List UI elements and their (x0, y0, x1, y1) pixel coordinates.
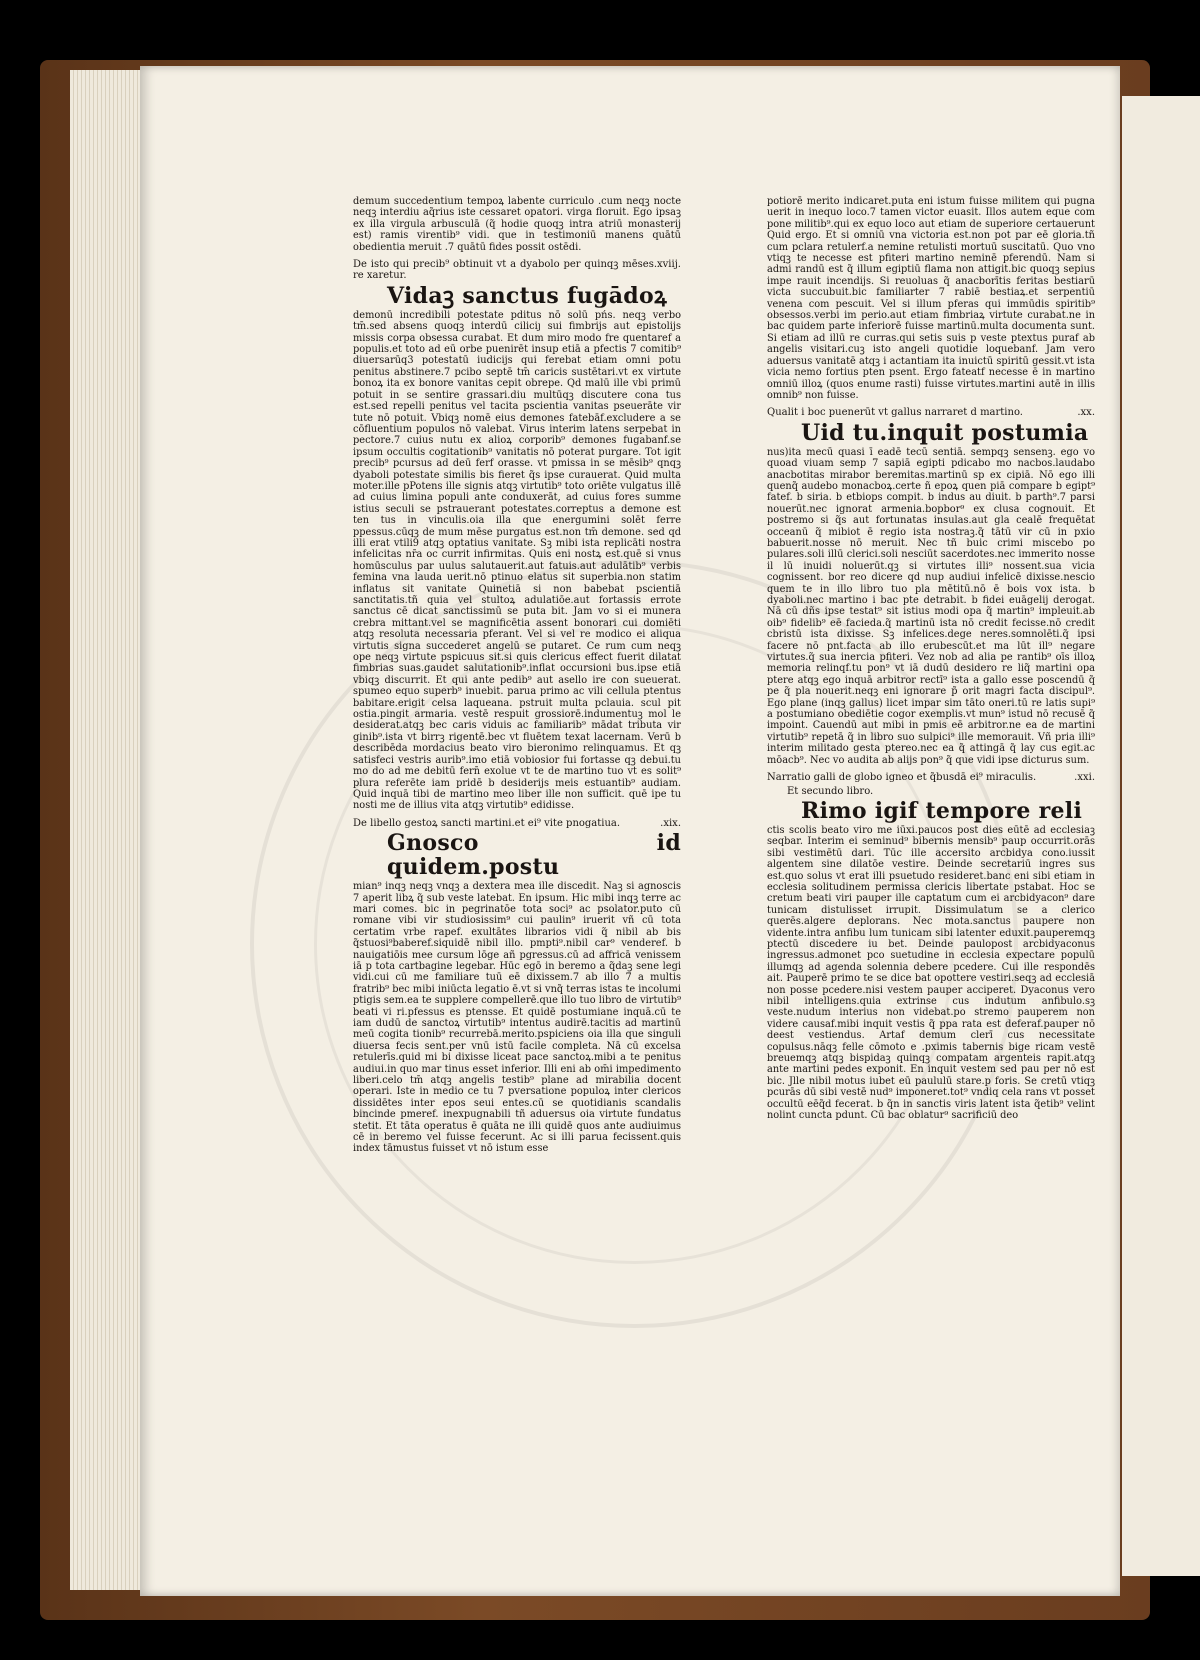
right-paragraph-3: ctis scolis beato viro me iūxi.paucos post dies eūtē ad ecclesiaꝫ seqbar. Interim ei seminud⁹ bibernis mensib⁹ paup occurrit.orās sibi vestimētū dari. Tūc ille accersito arcbidya cono.iussit algentem sine dilatōe vestire. Deinde secretariū ingres sus est.quo solus vt erat illi psuetudo resideret.banc eni sibi etiam in ecclesia solitudinem permissa clericis libertate pstabat. Hoc se cretum beati viri pauper ille captatum cum ei arcbidyacon⁹ dare tunicam distulisset irrupit. Dissimulatum se a clerico querēs.algere deplorans. Nec mota.sanctus paupere non vidente.intra anfibu lum tunicam sibi latenter eduxit.pauperemqꝫ ptectū discedere iu bet. Deinde paulopost arcbidyaconus ingressus.admonet pco suetudine in ecclesia expectare populū illumqꝫ ad agenda solennia debere pcedere. Cui ille respondēs ait. Pauperē primo te se dice bat opottere vestiri.seqꝫ ad ecclesiā non posse pcedere.nisi vestem pauper acciperet. Dyaconus vero nibil intelligens.quia extrinse cus indutum anfibulo.sꝫ veste.nudum interius non videbat.po stremo pauperem non videre causaf.mibi inquit vestis q̃ ppa rata est deferaf.pauper nō deest vestiendus. Artaf demum clerī cus necessitate copulsus.nāqꝫ felle cōmoto e .pximis tabernis bige ricam vestē breuemqꝫ atqꝫ bispidaꝫ quinqꝫ compatam argenteis rapit.atqꝫ ante martini pedes exponit. En inquit vestem sed pau per nō est bic. Jlle nibil motus iubet eū paululū stare.p foris. Se cretū vtiqꝫ pcurās dū sibi vestē nud⁹ imponeret.tot⁹ vndiq cela rans vt posset occultū eēq̃d fecerat. b q̃n in sanctis viris latent ista q̃etib⁹ velint nolint cuncta pdunt. Cū bac oblatur⁹ sacrificiū deo (767, 824, 1095, 1122)
right-rubric-2-number: .xxi. (1074, 772, 1095, 784)
right-headline-2: Rimo igif tempore reli (801, 797, 1083, 824)
facing-page-edge (1122, 96, 1200, 1576)
right-rubric-1-number: .xx. (1077, 407, 1095, 419)
left-rubric-1 (353, 259, 681, 282)
left-text-column (353, 196, 681, 1316)
left-rubric-2-number: .xix. (660, 817, 681, 829)
right-subrubric-2: Et secundo libro. (787, 785, 874, 797)
right-rubric-2-text: Narratio galli de globo igneo et q̃busdā ei⁹ miraculis. (767, 772, 1037, 784)
left-paragraph-2: demonū incredibili potestate pditus nō solū pńs. neqꝫ verbo tm̄.sed absens quoqꝫ interdū ciliciȷ sui fimbrijs aut epistolijs missis corpa obsessa curabat. Et dum miro modo fre quentaref a populis.et toto ad eū orbe puenirēt insup etiā a pfectis 7 comitib⁹ diuersarūq3 potestatū iudicijs qui ferebat etiam omni potu penitus abstinere.7 pcibo septē tm̄ caricis sustētari.vt ex virtute bonoꝝ ita ex bonore vanitas cepit obrepe. Qd malū ille vbi primū potuit in se sentire grassari.diu multūqꝫ discutere cona tus est.sed repelli penitus vel tacita pscientia vanitas pseuerāte vir tute nō potuit. Vbiqꝫ nomē eius demones fatebāf.excludere a se cōfluentium populos nō valebat. Virus interim latens serpebat in pectore.7 cuius nutu ex alioꝝ corporib⁹ demones fugabanf.se ipsum occultis cogitationib⁹ vanitatis nō poterat purgare. Tot igit precib⁹ pcursus ad deū ferf orasse. vt pmissa in se mēsib⁹ qnqꝫ dyaboli potestate similis bis fieret q̃s ipse curauerat. Quid multa moter.ille pPotens ille signis atqꝫ virtutib⁹ toto oriēte vulgatus illē ad cuius limina populi ante conduxerāt, ad cuius fores summe istius seculi se pstrauerant potestates.correptus a demone est ten tus in vinculis.oia illa que energumini solēt ferre ppessus.cūqꝫ de mum mēse purgatus est.non tm̄ demone. sed qd illi erat vtili9 atqꝫ optatius vanitate. Sꝫ mibi ista replicāti nostra infelicitas nr̄a oc currit infirmitas. Quis eni nostꝝ est.quē si vnus homūsculus par uulus salutauerit.aut fatuis.aut adulātib⁹ verbis femina vna lauda uerit.nō ptinuo elatus sit superbia.non statim inflatus sit vanitate Quinetiā si non babebat pscientiā sanctitatis.tñ quia vel stultoꝝ adulatiōe.aut fortassis errote sanctus cē dicat sanctissimū se puta bit. Jam vo si ei munera crebra mittant.vel se magnificētia assent bonorari cui domiēti atqꝫ resoluta necessaria pferant. Vel si vel re modico ei aliqua virtutis signa succederet angelū se putaret. Ce rum cum neqꝫ ope neqꝫ virtute pspicuus sit.si quis clericus effect fuerit dilatat fimbrias suas.gaudet salutationib⁹.inflat occursioni bus.ipse etiā vbiqꝫ discurrit. Et qui ante pedib⁹ aut asello ire con sueuerat. spumeo equo superb⁹ inuebit. parua primo ac vili cellula ptentus babitare.erigit celsa laqueana. pstruit multa pclauia. scul pit ostia.pingit armaria. vestē respuit grossiorē.indumentuꝫ mol le desiderat.atqꝫ bec caris viduis ac familiarib⁹ mādat tributa vir ginib⁹.ista vt birrꝫ rigentē.bec vt fluētem texat lacernam. Verū b describēda mordacius beato viro bieronimo relinquamus. Et qꝫ satisfeci vestris aurib⁹.imo etiā vobiosior fui fortasse qꝫ debui.tu mo do ad me debitū fern̄ exolue vt te de martino tuo vt es solit⁹ plura referēte iam pridē b desiderijs meis estuantib⁹ audiam. Quid inquā tibi de martino meo liber ille non sufficit. quē ipe tu nosti me de illius vita atqꝫ virtutib⁹ edidisse. (353, 309, 681, 812)
left-headline-2: Gnosco id quidem.postu (387, 830, 681, 881)
right-rubric-1 (767, 407, 1095, 418)
right-headline-1: Uid tu.inquit postumia (801, 419, 1089, 446)
left-rubric-1-text: De isto qui precib⁹ obtinuit vt a dyabolo per quinqꝫ mēses re xaretur. (353, 259, 654, 282)
right-paragraph-2: nus)ita mecū quasi ī eadē tecū sentiā. sempqꝫ sensenꝫ. ego vo quoad viuam semp 7 sapiā egipti pdicabo mo nacbos.laudabo anacbotitas mirabor beremitas.martinū sp ex cipiā. Nō ego illi quenq̃ audebo monacboꝝ.certe ñ epoꝝ quen piā compare b egipt⁹ fatef. b siria. b etbiops compit. b indus au diuit. b parth⁹.7 parsi nouerūt.nec ignorat armenia.bopbor⁹ ex clusa cognouit. Et postremo si q̃s aut fortunatas insulas.aut gla cealē frequētat occeanū q̃ mibiot ē regio ista nostraꝫ.q̃ tātū vir cū in pxio babuerit.nosse nō meruit. Nec tñ buic crimi miscebo po pulares.soli illū clerici.soli nesciūt sacerdotes.nec immerito nosse il lū inuidi noluerūt.qꝫ si virtutes illi⁹ nossent.sua vicia cognissent. bor reo dicere qd nup audiui infelicē dixisse.nescio quem te in illo libro tuo pla mētitū.nō ē bois vox ista. b dyaboli.nec martino i bac pte detrabit. b fidei euāgelij derogat. Nā cū dñs ipse testat⁹ sit istius modi opa q̃ martin⁹ impleuit.ab oib⁹ fidelib⁹ eē facieda.q̃ martinū ista nō credit fecisse.nō credit cbristū ista dixisse. Sꝫ infelices.dege neres.somnolēti.q̃ ipsi facere nō pnt.facta ab illo erubescūt.et ma lūt ill⁹ negare virtutes.q̃ sua inercia pfiteri. Vez nob ad alia pe rantib⁹ oīs illoꝝ memoria relinqf.tu pon⁹ vt iā dudū desidero re liq̃ martini opa ptere atqꝫ ego inquā arbitror rectī⁹ ista a gallo esse poscendū q̃ pe q̃ pla nouerit.neqꝫ eni ignorare p̃ orit magri facta discipul⁹. Ego plane (inqꝫ gallus) licet impar sim tāto oneri.tū re latis supi⁹ a postumiano obediētie cogor exemplis.vt mun⁹ istud nō recusē q̃ impoint. Cauendū aut mibi in pmis eē arbitror.ne ea de martini virtutib⁹ repetā q̃ in libro suo sulpici⁹ ille memorauit. Vñ pria illi⁹ interim militado gesta ptereo.nec ea q̃ attingā q̃ lay cus egit.ac mōacb⁹. Nec vo audita ab alijs pon⁹ q̃ que vidi ipse dicturus sum. (767, 446, 1095, 766)
right-text-column (767, 196, 1095, 1271)
right-rubric-1-text: Qualit i boc puenerūt vt gallus narraret d martino. (767, 407, 1023, 419)
right-paragraph-1: potiorē merito indicaret.puta eni istum fuisse militem qui pugna uerit in inequo loco.7 tamen victor euasit. Illos autem eque com pone militib⁹.qui ex equo loco aut etiam de superiore certauerunt Quid ergo. Et si omniū vna victoria est.non pot par eē gloria.tñ cum pclara retulerf.a nemine retulisti mortuū suscitatū. Quo vno vtiqꝫ te necesse est pfiteri martino neminē pferendū. Nam si admi randū est q̃ illum egiptiū flama non attigit.bic quoqꝫ sepius impe rauit incendijs. Si reuoluas q̃ anacborītis feritas bestiarū victa succubuit.bic familiarter 7 rabiē bestiaꝝ.et serpentiū venena com pescuit. Vel si illum pferas qui immūdis spiritib⁹ obsessos.verbi im perio.aut etiam fimbriaꝝ virtute curabat.ne in bac quidem parte inferiorē fuisse martinū.multa documenta sunt. Si etiam ad illū re curras.qui setis suis p veste ptextus puraf ab angelis visitari.cuꝫ isto angeli quotidie loquebanf. Jam vero aduersus vanitatē atqꝫ i actantiam ita inuictū spiritū gessit.vt ista vicia nemo fortius pten psent. Ergo fateatf necesse ē in martino omniū illoꝝ (quos enume rasti) fuisse virtutes.martini autē in illis omnib⁹ non fuisse. (767, 196, 1095, 401)
left-headline-1: Vidaꝫ sanctus fugādoꝝ (387, 282, 667, 309)
left-rubric-2 (353, 818, 681, 829)
left-rubric-1-number: .xviij. (653, 259, 681, 271)
left-rubric-2-text: De libello gestoꝝ sancti martini.et ei⁹ vite pnogatiua. (353, 817, 621, 829)
left-paragraph-1: demum succedentium tempoꝝ labente curriculo .cum neqꝫ nocte neqꝫ interdiu aq̃rius iste cessaret opatori. virga floruit. Ego ipsaꝫ ex illa virgula arbusculā (q̃ hodie quoqꝫ intra atriū monasterij est) ramis virentib⁹ vidi. que in testimoniū manens quātū obedientia meruit .7 quātū fides possit ostēdi. (353, 196, 681, 253)
left-paragraph-3: mian⁹ inqꝫ neqꝫ vnqꝫ a dextera mea ille discedit. Naꝫ si agnoscis 7 aperit libꝝ q̃ sub veste latebat. En ipsum. Hic mibi inqꝫ terre ac mari comes. bic in pegrinatōe tota soci⁹ ac psolator.puto cū romane vibi vir studiosissim⁹ cui paulin⁹ iruerit vñ cū tota certatim vrbe rapef. exultātes librarios vidi q̃ nibil ab bis q̃stuosi⁹baberef.siquidē nibil illo. pmpti⁹.nibil car⁹ venderef. b nauigatiōis mee cursum lōge añ pgressus.cū ad affricā venissem iā p tota cartbagine legebar. Hūc egō in beremo a q̃daꝫ sene legi vidi.cui cū me familiare tuū eē dixissem.7 ab illo 7 a multis fratrib⁹ bec mibi iniūcta legatio ē.vt si vnq̃ terras istas te incolumi ptigis sem.ea te supplere compellerē.que illo tuo libro de virtutib⁹ beati vi ri.pfessus es ptensse. Et quidē postumiane inquā.cū te iam dudū de sanctoꝝ virtutib⁹ intentus audirē.tacitis ad martinū meū cogita tionib⁹ recurrebā.merito.pspiciens oia illa que singuli diuersa fecis sent.per vnū istū facile completa. Nā cū excelsa retulerīs.quid mi bi dixisse liceat pace sanctoꝝ.mibi a te penitus audiui.in quo mar tinus esset inferior. Illi eni ab om̄i impedimento liberi.celo tm̄ atqꝫ angelis testib⁹ plane ad mirabilia docent operari. Iste in medio ce tu 7 pversatione populoꝝ inter clericos dissidētes inter epos seui entes.cū se quotidianis scandalis bincinde pmeref. inexpugnabili tñ aduersus oia virtute fundatus stetit. Et tāta operatus ē quāta ne illi quidē quos ante audiuimus cē in beremo vel fuisse fecerunt. Ac si illi parua fecissent.quis index tāmustus fuisset vt nō istum esse (353, 881, 681, 1155)
right-rubric-2 (767, 772, 1095, 783)
